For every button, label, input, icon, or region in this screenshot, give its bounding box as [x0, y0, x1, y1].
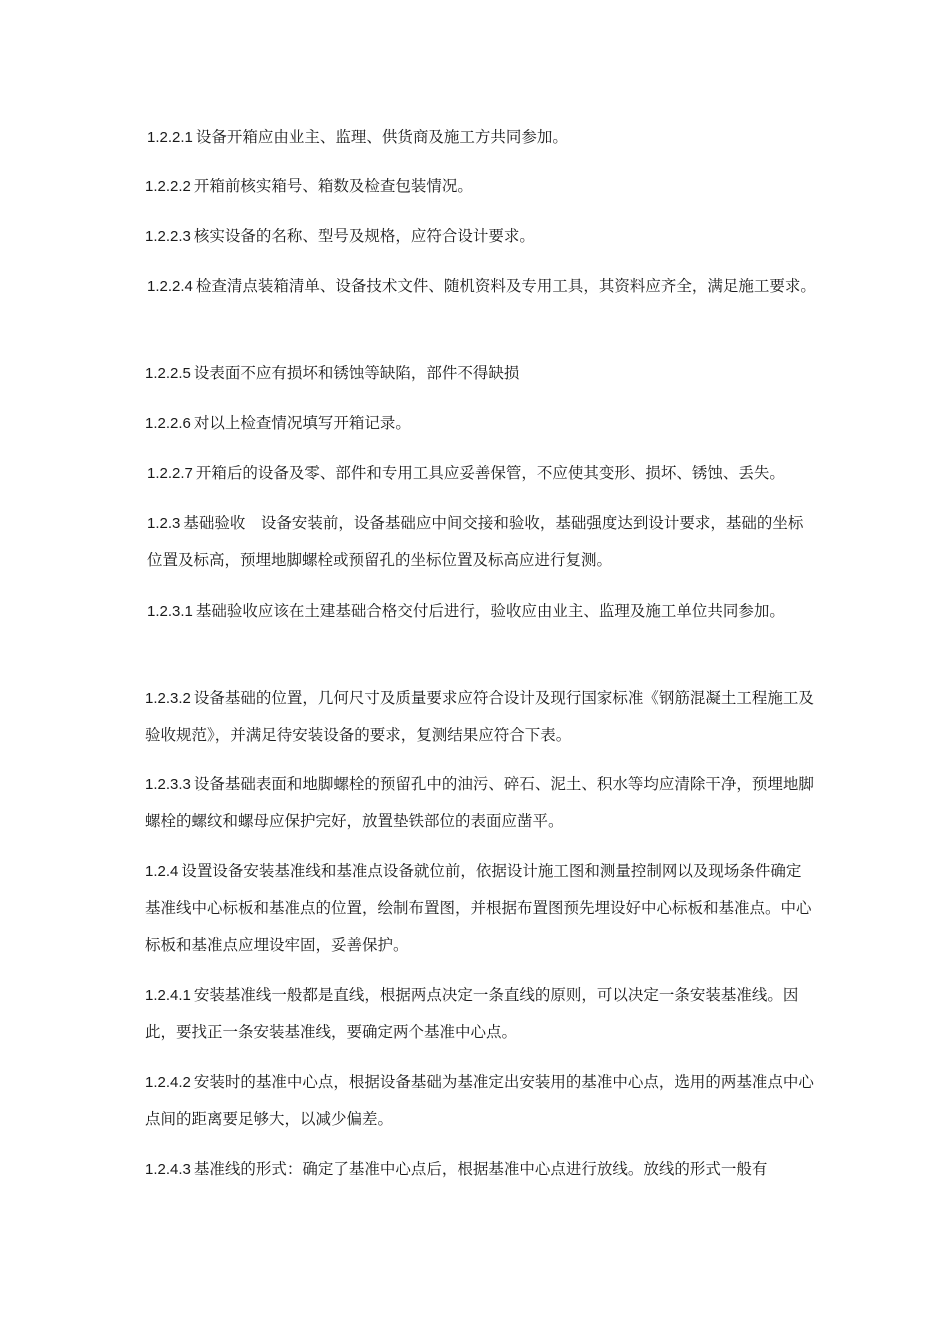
paragraph-text: 开箱前核实箱号、箱数及检查包装情况。	[193, 177, 473, 195]
paragraph-text: 设备基础表面和地脚螺栓的预留孔中的油污、碎石、泥土、积水等均应清除干净，预埋地脚螺栓的螺纹和螺母应保护完好，放置垫铁部位的表面应凿平。	[145, 775, 814, 830]
section-number: 1.2.2.5	[145, 365, 191, 382]
paragraph-1-2-2-4	[147, 268, 817, 305]
paragraph-text: 安装基准线一般都是直线，根据两点决定一条直线的原则，可以决定一条安装基准线。因此，要找正一条安装基准线，要确定两个基准中心点。	[145, 986, 799, 1041]
paragraph-1-2-3-2	[145, 680, 815, 754]
section-number: 1.2.4	[145, 863, 179, 880]
paragraph-text: 开箱后的设备及零、部件和专用工具应妥善保管，不应使其变形、损坏、锈蚀、丢失。	[195, 464, 785, 482]
paragraph-text: 基础验收 设备安装前，设备基础应中间交接和验收，基础强度达到设计要求，基础的坐标位置及标高，预埋地脚螺栓或预留孔的坐标位置及标高应进行复测。	[147, 514, 804, 569]
paragraph-1-2-3	[147, 505, 817, 579]
paragraph-1-2-3-1	[147, 593, 817, 630]
section-number: 1.2.4.3	[145, 1161, 191, 1178]
paragraph-text: 对以上检查情况填写开箱记录。	[193, 414, 411, 432]
section-number: 1.2.3.3	[145, 776, 191, 793]
section-number: 1.2.3.2	[145, 690, 191, 707]
paragraph-1-2-2-3	[145, 218, 815, 255]
section-number: 1.2.2.7	[147, 465, 193, 482]
section-number: 1.2.2.6	[145, 415, 191, 432]
section-number: 1.2.3.1	[147, 603, 193, 620]
section-number: 1.2.3	[147, 515, 181, 532]
section-number: 1.2.2.1	[147, 129, 193, 146]
paragraph-text: 安装时的基准中心点，根据设备基础为基准定出安装用的基准中心点，选用的两基准点中心点间的距离要足够大，以减少偏差。	[145, 1073, 814, 1128]
paragraph-text: 基准线的形式：确定了基准中心点后，根据基准中心点进行放线。放线的形式一般有	[193, 1160, 768, 1178]
paragraph-1-2-2-1	[147, 119, 817, 156]
paragraph-text: 设置设备安装基准线和基准点设备就位前，依据设计施工图和测量控制网以及现场条件确定基准线中心标板和基准点的位置，绘制布置图，并根据布置图预先埋设好中心标板和基准点。中心标板和基准点应埋设牢固，妥善保护。	[145, 862, 812, 954]
paragraph-text: 基础验收应该在土建基础合格交付后进行，验收应由业主、监理及施工单位共同参加。	[195, 602, 785, 620]
section-number: 1.2.4.2	[145, 1074, 191, 1091]
paragraph-text: 设备开箱应由业主、监理、供货商及施工方共同参加。	[195, 128, 568, 146]
paragraph-1-2-4-2	[145, 1064, 815, 1138]
paragraph-text: 核实设备的名称、型号及规格，应符合设计要求。	[193, 227, 535, 245]
paragraph-text: 设表面不应有损坏和锈蚀等缺陷，部件不得缺损	[193, 364, 520, 382]
paragraph-1-2-2-5	[145, 355, 815, 392]
section-number: 1.2.2.4	[147, 278, 193, 295]
paragraph-1-2-2-7	[147, 455, 817, 492]
paragraph-text: 检查清点装箱清单、设备技术文件、随机资料及专用工具，其资料应齐全，满足施工要求。	[195, 277, 816, 295]
paragraph-1-2-2-6	[145, 405, 815, 442]
section-number: 1.2.2.3	[145, 228, 191, 245]
section-number: 1.2.4.1	[145, 987, 191, 1004]
paragraph-1-2-4-1	[145, 977, 815, 1051]
paragraph-1-2-2-2	[145, 168, 815, 205]
paragraph-text: 设备基础的位置，几何尺寸及质量要求应符合设计及现行国家标准《钢筋混凝土工程施工及验收规范》，并满足待安装设备的要求，复测结果应符合下表。	[145, 689, 814, 744]
paragraph-1-2-4-3	[145, 1151, 815, 1188]
paragraph-1-2-3-3	[145, 766, 815, 840]
section-number: 1.2.2.2	[145, 178, 191, 195]
paragraph-1-2-4	[145, 853, 815, 964]
